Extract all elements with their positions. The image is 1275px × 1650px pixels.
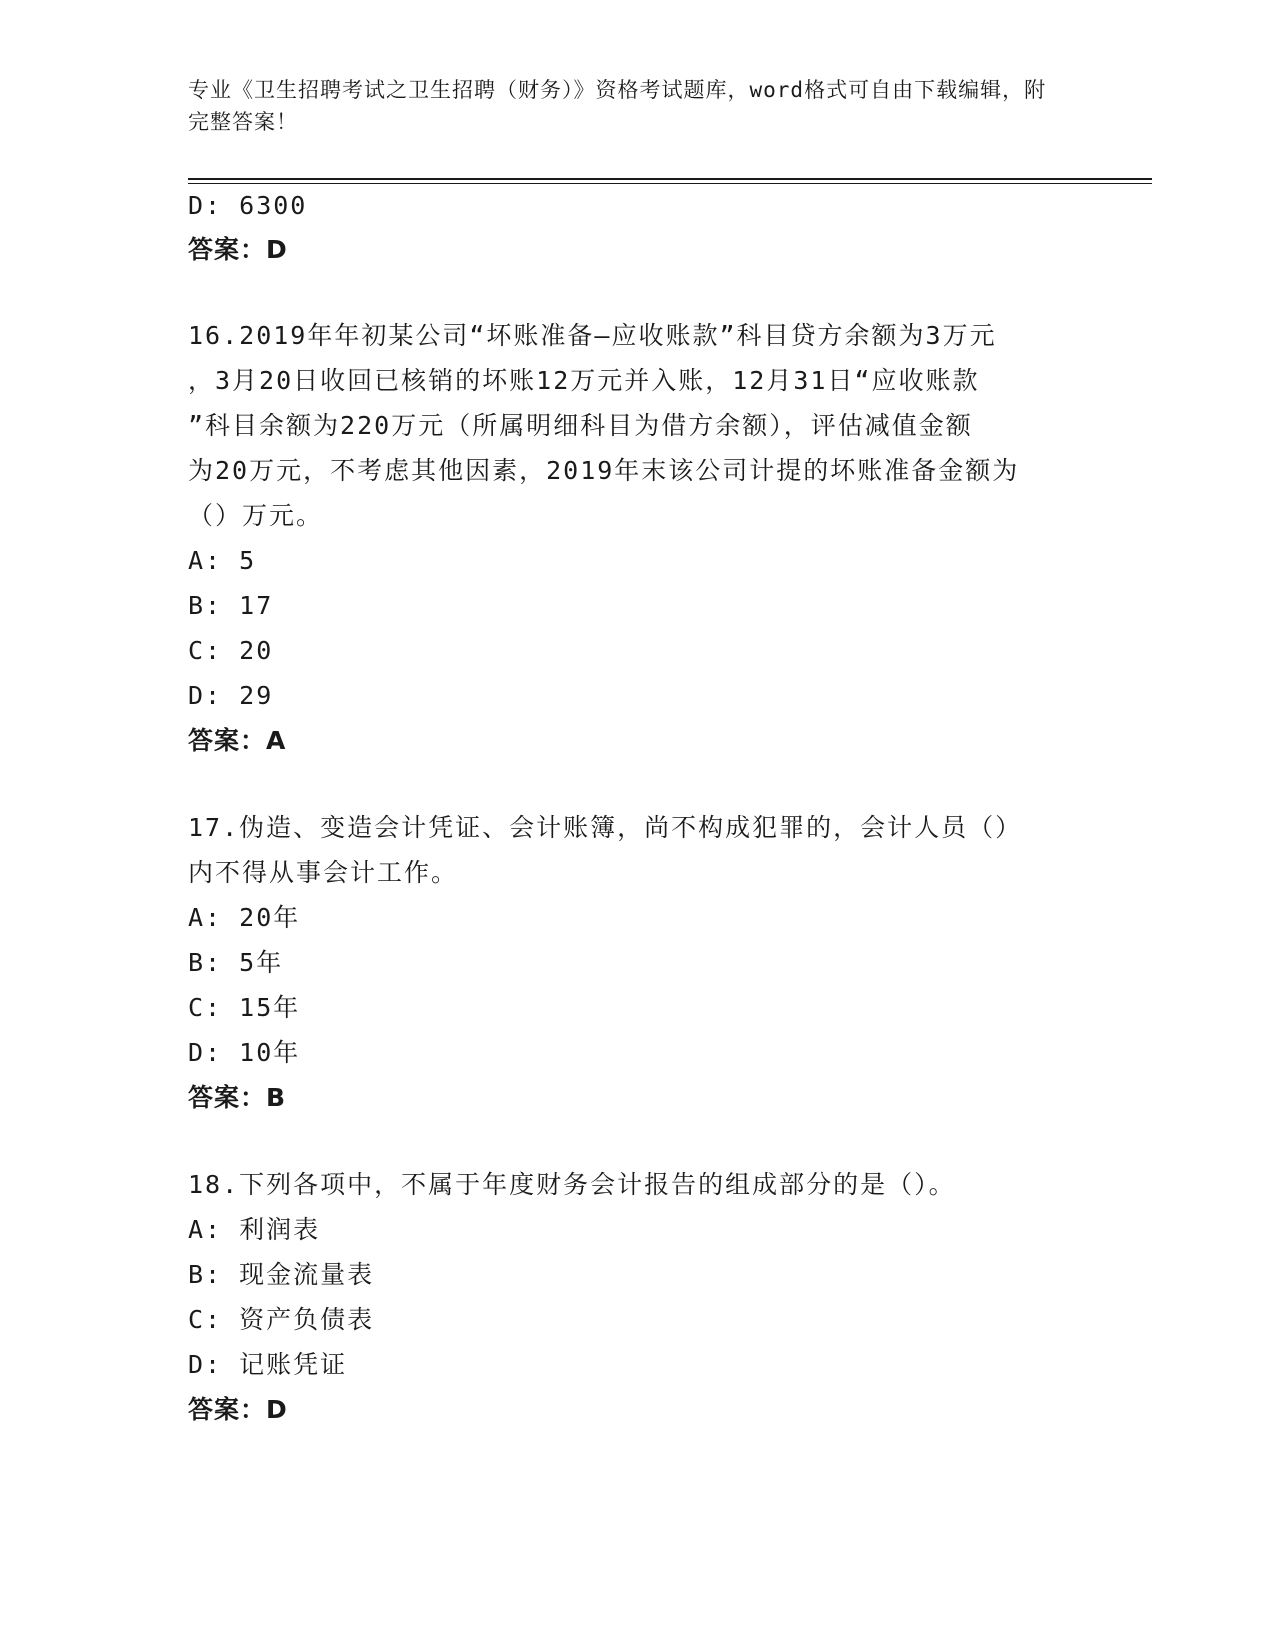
q17-option-b: B: 5年: [188, 948, 284, 977]
q16-stem-line-5: （）万元。: [188, 501, 324, 530]
header-rule-thick: [188, 178, 1152, 180]
page-header: 专业《卫生招聘考试之卫生招聘（财务）》资格考试题库，word格式可自由下载编辑，附完整答案！: [188, 78, 1047, 134]
q16-option-c: C: 20: [188, 636, 274, 665]
q17-stem-line-1: 17.伪造、变造会计凭证、会计账簿，尚不构成犯罪的，会计人员（）: [188, 813, 1023, 842]
q16-option-a: A: 5: [188, 546, 257, 575]
q15-option-d: D: 6300: [188, 191, 308, 220]
q17-stem-line-2: 内不得从事会计工作。: [188, 858, 459, 887]
q18-option-c: C: 资产负债表: [188, 1305, 375, 1334]
q16-stem-line-4: 为20万元，不考虑其他因素，2019年末该公司计提的坏账准备金额为: [188, 456, 1020, 485]
header-rule-thin: [188, 183, 1152, 184]
q18-option-b: B: 现金流量表: [188, 1260, 375, 1289]
q18-option-a: A: 利润表: [188, 1215, 321, 1244]
q16-option-b: B: 17: [188, 591, 274, 620]
q16-stem-line-3: ”科目余额为220万元（所属明细科目为借方余额），评估减值金额: [188, 411, 973, 440]
q16-answer: 答案：A: [188, 726, 287, 755]
q17-option-d: D: 10年: [188, 1038, 301, 1067]
q17-answer: 答案：B: [188, 1083, 287, 1112]
q16-stem-line-2: ，3月20日收回已核销的坏账12万元并入账，12月31日“应收账款: [188, 366, 980, 395]
q17-option-c: C: 15年: [188, 993, 301, 1022]
q16-option-d: D: 29: [188, 681, 274, 710]
q18-option-d: D: 记账凭证: [188, 1350, 348, 1379]
q15-answer: 答案：D: [188, 235, 288, 264]
q17-option-a: A: 20年: [188, 903, 301, 932]
q16-stem-line-1: 16.2019年年初某公司“坏账准备—应收账款”科目贷方余额为3万元: [188, 321, 997, 350]
q18-answer: 答案：D: [188, 1395, 288, 1424]
q18-stem-line-1: 18.下列各项中，不属于年度财务会计报告的组成部分的是（）。: [188, 1170, 956, 1199]
